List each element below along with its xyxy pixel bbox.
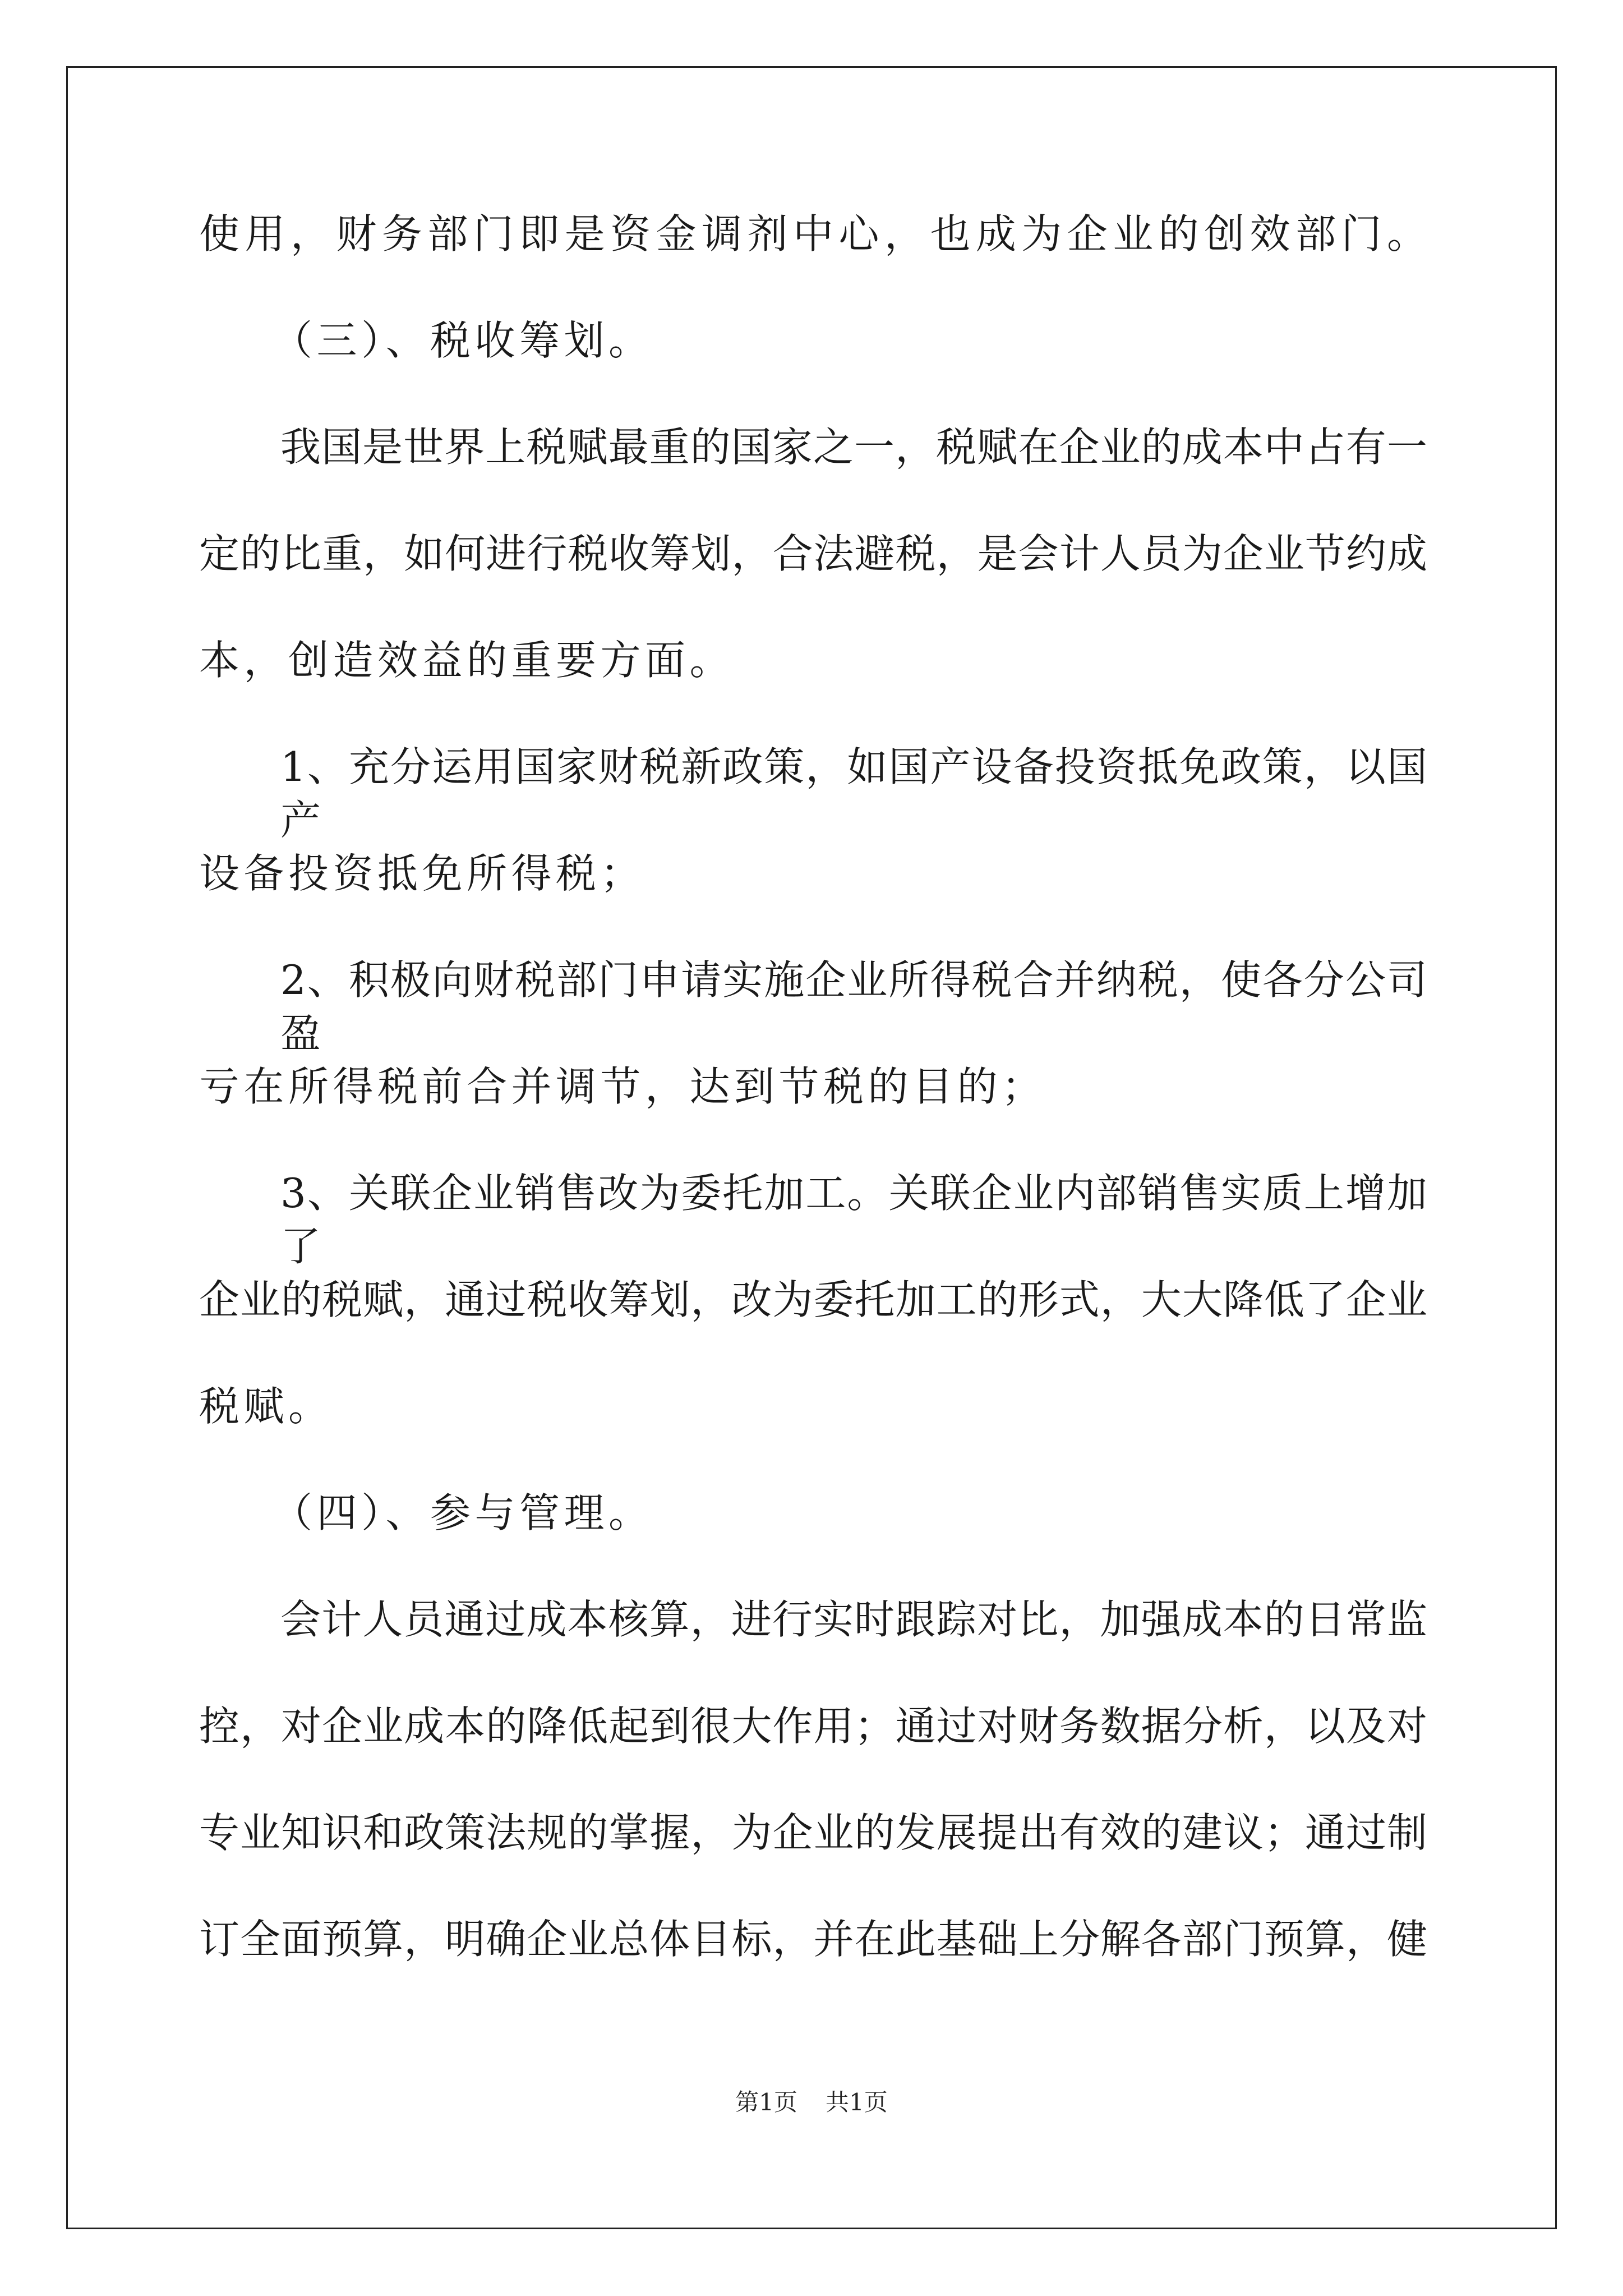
paragraph-line: 会计人员通过成本核算，进行实时跟踪对比，加强成本的日常监 bbox=[280, 1596, 1427, 1643]
paragraph-line: 我国是世界上税赋最重的国家之一，税赋在企业的成本中占有一 bbox=[280, 424, 1427, 471]
paragraph-line: 本，创造效益的重要方面。 bbox=[199, 637, 735, 684]
page-number-current: 第1页 bbox=[735, 2088, 797, 2116]
paragraph-line: 订全面预算，明确企业总体目标，并在此基础上分解各部门预算，健 bbox=[199, 1916, 1427, 1963]
document-body bbox=[199, 208, 1427, 2019]
page-number-total: 共1页 bbox=[826, 2088, 888, 2116]
list-item-line: 设备投资抵免所得税； bbox=[199, 850, 645, 897]
list-item-line: 1、充分运用国家财税新政策，如国产设备投资抵免政策，以国产 bbox=[280, 743, 1427, 844]
section-heading: （四）、参与管理。 bbox=[272, 1489, 653, 1536]
list-item-line: 2、积极向财税部门申请实施企业所得税合并纳税，使各分公司盈 bbox=[280, 956, 1427, 1057]
list-item-line: 亏在所得税前合并调节，达到节税的目的； bbox=[199, 1063, 1046, 1110]
section-heading: （三）、税收筹划。 bbox=[272, 317, 653, 364]
list-item-line: 税赋。 bbox=[199, 1383, 333, 1430]
page-footer bbox=[0, 2084, 1623, 2118]
list-item-line: 3、关联企业销售改为委托加工。关联企业内部销售实质上增加了 bbox=[280, 1170, 1427, 1270]
paragraph-line: 专业知识和政策法规的掌握，为企业的发展提出有效的建议；通过制 bbox=[199, 1809, 1427, 1856]
paragraph-line: 使用，财务部门即是资金调剂中心，也成为企业的创效部门。 bbox=[199, 210, 1427, 257]
paragraph-line: 控，对企业成本的降低起到很大作用；通过对财务数据分析，以及对 bbox=[199, 1703, 1427, 1750]
paragraph-line: 定的比重，如何进行税收筹划，合法避税，是会计人员为企业节约成 bbox=[199, 530, 1427, 577]
list-item-line: 企业的税赋，通过税收筹划，改为委托加工的形式，大大降低了企业 bbox=[199, 1276, 1427, 1323]
